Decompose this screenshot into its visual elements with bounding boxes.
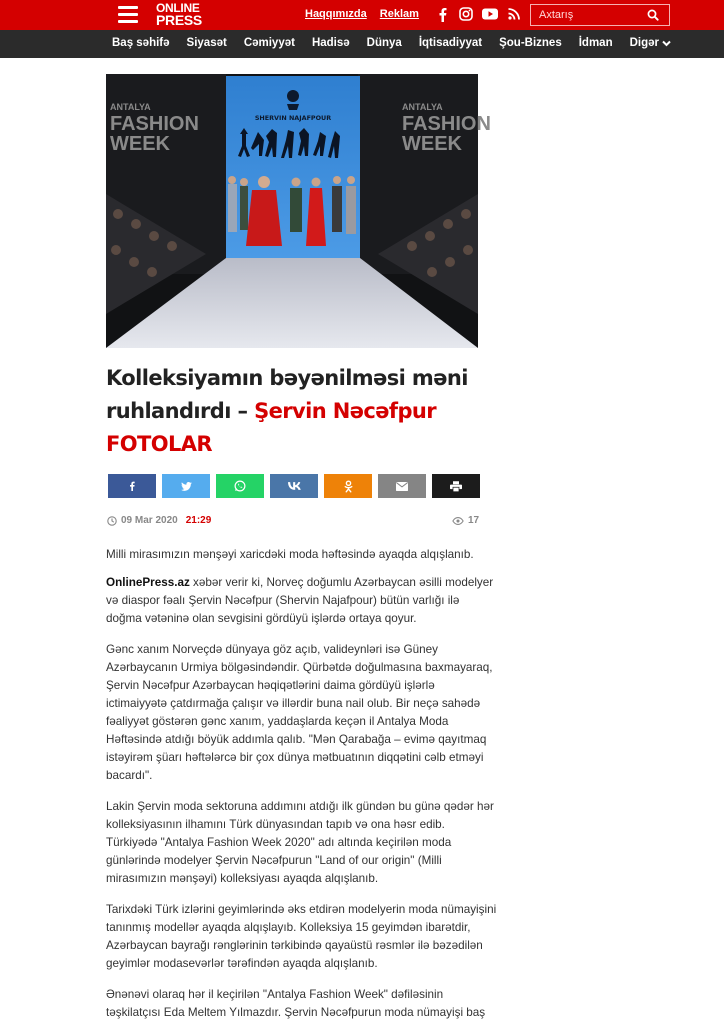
menu-icon[interactable]	[118, 6, 138, 24]
nav-item-other-label: Digər	[629, 37, 660, 49]
facebook-icon[interactable]	[434, 6, 450, 22]
share-odnoklassniki-button[interactable]	[324, 474, 372, 498]
article-time: 21:29	[185, 515, 212, 526]
print-icon	[450, 481, 462, 492]
share-whatsapp-button[interactable]	[216, 474, 264, 498]
nav-item-other[interactable]	[630, 37, 671, 49]
twitter-icon	[181, 482, 192, 491]
share-buttons	[108, 474, 480, 498]
odnoklassniki-icon	[344, 480, 353, 493]
headline-name: Şervin Nəcəfpur	[254, 399, 436, 423]
search-icon[interactable]	[647, 9, 659, 21]
runway-photo	[106, 74, 491, 348]
event-text-right-1: ANTALYA	[402, 102, 443, 112]
article-paragraph-3: Lakin Şervin moda sektoruna addımını atdığı ilk gündən bu günə qədər hər kolleksiyasının ilhamını Türk dünyasından tapıb və ona həsr edib. Türkiyədə "Antalya Fashion Week 2020" adı altında keçirilən moda günlərində modelyer Şervin Nəcəfpurun "Land of our origin" (Milli mirasımızın mənşəyi) kolleksiyası ayaqda alqışlanıb.	[106, 800, 494, 885]
eye-icon	[452, 517, 464, 525]
rss-icon[interactable]	[506, 6, 522, 22]
advertising-link[interactable]: Reklam	[379, 8, 419, 20]
nav-item-showbiz[interactable]: Şou-Biznes	[499, 37, 562, 49]
event-text-right-2: FASHION	[402, 113, 491, 135]
about-link[interactable]: Haqqımızda	[305, 8, 367, 20]
article-paragraph-1-text: xəbər verir ki, Norveç doğumlu Azərbaycan əsilli modelyer və diaspor fəalı Şervin Nəcəfpur (Shervin Najafpour) bütün varlığı ilə doğma vətəninə olan sevgisini gördüyü işlərdə ortaya qoyur.	[106, 576, 494, 625]
article-paragraph-2: Gənc xanım Norveçdə dünyaya göz açıb, valideynləri isə Güney Azərbaycanın Urmiya bölgəsindəndir. Qürbətdə doğulmasına baxmayaraq, Şervin Nəcəfpur Azərbaycan həqiqətlərini daima gördüyü işlərlə ictimaiyyətə çatdırmağa çalışır və illərdir buna nail olub. Bir neçə sahədə fəaliyyət göstərən gənc xanım, yaddaşlarda keçən il Antalya Moda Həftəsində atdığı böyük addımla qalıb. "Mən Qarabağa – evimə qayıtmaq istəyirəm şüarı həftələrcə bir çox dünya mətbuatının diqqətini cəlb etməyi bacardı".	[106, 643, 493, 782]
article-paragraph-5: Ənənəvi olaraq hər il keçirilən "Antalya Fashion Week" dəfiləsinin təşkilatçısı Eda Meltem Yılmazdır. Şervin Nəcəfpurun moda nümayişi baş	[106, 988, 486, 1019]
event-text-right-3: WEEK	[402, 133, 462, 155]
article-lead: Milli mirasımızın mənşəyi xaricdəki moda həftəsində ayaqda alqışlanıb.	[106, 548, 474, 561]
share-vk-button[interactable]	[270, 474, 318, 498]
search-input[interactable]	[539, 7, 649, 23]
nav-item-society[interactable]: Cəmiyyət	[243, 37, 295, 49]
headline-tag: FOTOLAR	[106, 432, 212, 456]
view-count	[452, 515, 479, 526]
instagram-icon[interactable]	[458, 6, 474, 22]
share-twitter-button[interactable]	[162, 474, 210, 498]
vk-icon	[288, 482, 301, 490]
print-button[interactable]	[432, 474, 480, 498]
event-text-left-1: ANTALYA	[110, 102, 151, 112]
article-body	[106, 546, 498, 1035]
nav-item-sport[interactable]: İdman	[578, 37, 613, 49]
logo-line-2: PRESS	[156, 12, 202, 28]
social-icons	[434, 6, 522, 22]
view-count-value: 17	[468, 515, 480, 526]
event-text-left-2: FASHION	[110, 113, 199, 135]
site-logo[interactable]	[156, 2, 206, 28]
headline-text: Kolleksiyamın bəyənilməsi məni ruhlandırdı –	[106, 366, 468, 423]
email-icon	[396, 482, 408, 491]
article-meta	[107, 515, 211, 526]
facebook-icon	[129, 481, 135, 491]
whatsapp-icon	[234, 480, 246, 492]
article-hero-image	[106, 74, 491, 348]
top-links	[305, 8, 429, 20]
article-source: OnlinePress.az	[106, 576, 190, 589]
youtube-icon[interactable]	[482, 6, 498, 22]
article-headline	[106, 362, 506, 461]
designer-banner: SHERVIN NAJAFPOUR	[254, 114, 332, 122]
logo-line-1: ONLINE	[156, 1, 200, 15]
event-text-left-3: WEEK	[110, 133, 170, 155]
article-date: 09 Mar 2020	[121, 515, 178, 526]
nav-item-home[interactable]: Baş səhifə	[112, 37, 170, 49]
nav-item-politics[interactable]: Siyasət	[186, 37, 227, 49]
clock-icon	[107, 516, 117, 526]
nav-item-economy[interactable]: İqtisadiyyat	[418, 37, 483, 49]
share-email-button[interactable]	[378, 474, 426, 498]
search-box	[530, 4, 670, 26]
article-paragraph-1	[106, 574, 498, 628]
nav-item-incidents[interactable]: Hadisə	[311, 37, 350, 49]
main-nav	[0, 30, 724, 58]
chevron-down-icon	[662, 40, 671, 47]
top-bar	[0, 0, 724, 30]
model-red-dress	[246, 190, 282, 246]
nav-item-world[interactable]: Dünya	[366, 37, 402, 49]
article-paragraph-4: Tarixdəki Türk izlərini geyimlərində əks etdirən modelyerin moda nümayişini tanınmış modellər ayaqda alqışlayıb. Kolleksiya 15 geyimdən ibarətdir, Azərbaycan bayrağı rənglərinin tərkibində qayaüstü rəsmlər ilə bəzədilən geyimlər modasevərlər tərəfindən ayaqda alqışlanıb.	[106, 903, 497, 970]
share-facebook-button[interactable]	[108, 474, 156, 498]
